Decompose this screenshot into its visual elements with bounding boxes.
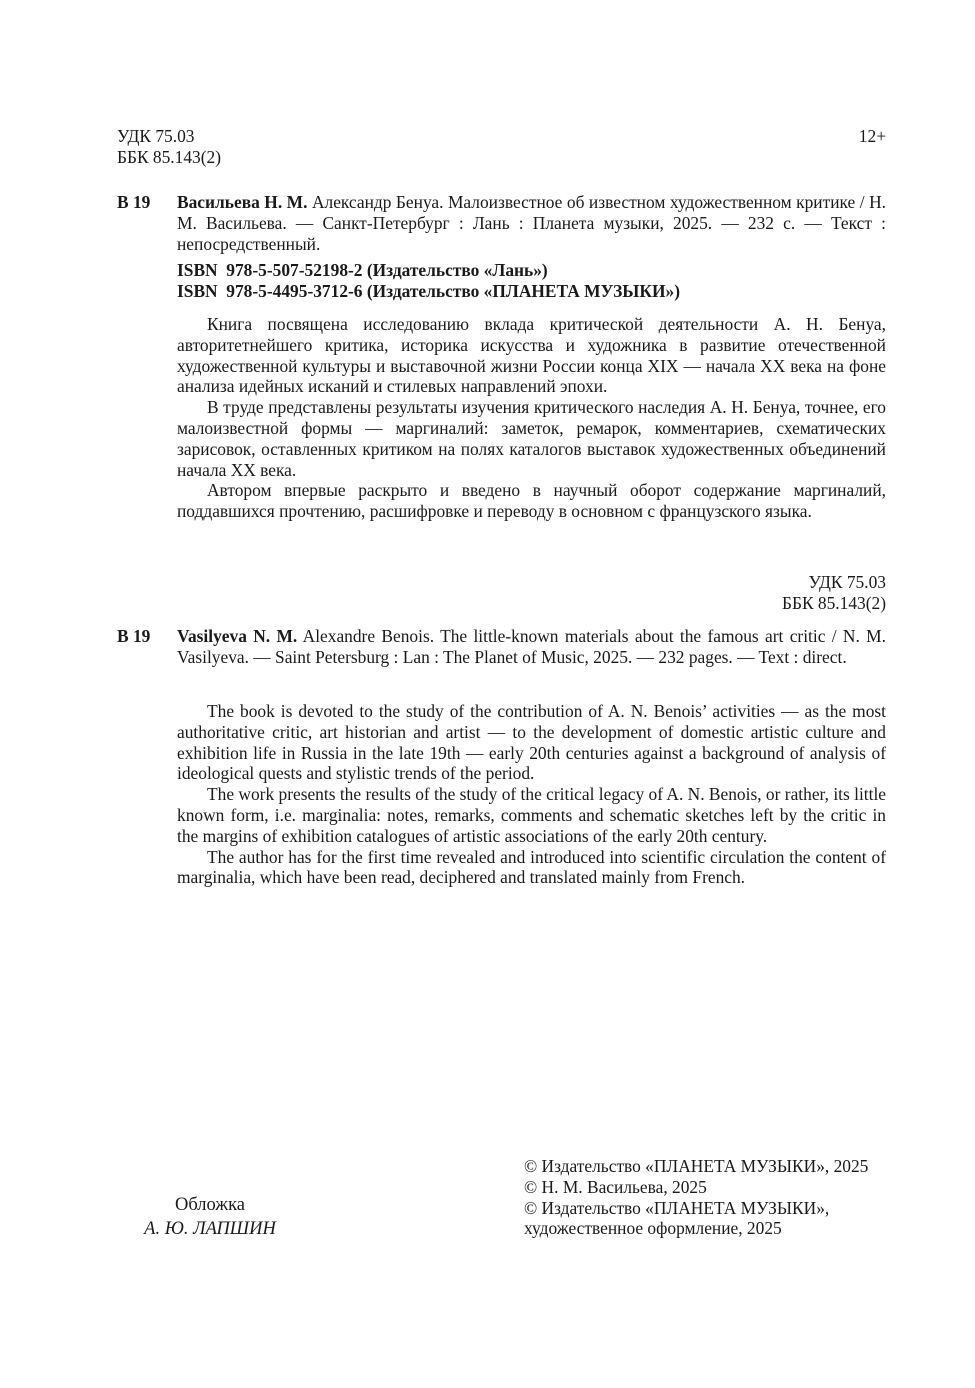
ru-annotation — [177, 314, 886, 522]
bbk-code: ББК 85.143(2) — [117, 146, 222, 167]
copyright-line: художественное оформление, 2025 — [524, 1218, 782, 1239]
en-bbk-code: ББК 85.143(2) — [781, 592, 886, 613]
copyright-block — [524, 1156, 886, 1239]
copyright-line: © Издательство «ПЛАНЕТА МУЗЫКИ», — [524, 1197, 830, 1218]
udk-code: УДК 75.03 — [117, 126, 195, 146]
ru-description: Александр Бенуа. Малоизвестное об известном художественном критике / Н. М. Васильева. — Санкт-Петербург : Лань : Планета музыки, 2025. — 232 с. — Текст : непосредственный. — [177, 192, 887, 254]
cover-artist: А. Ю. ЛАПШИН — [144, 1219, 276, 1239]
en-annotation-paragraph: The book is devoted to the study of the contribution of A. N. Benois’ activities — as the most authoritative critic, art historian and artist — to the development of domestic artistic culture and exhibition life in Russia in the late 19th — early 20th centuries against a background of analysis of ideological quests and stylistic trends of the period. — [177, 701, 886, 784]
en-entry-code: В 19 — [117, 626, 151, 646]
ru-isbn-block — [177, 260, 886, 302]
copyright-line: © Н. М. Васильева, 2025 — [524, 1176, 707, 1197]
cover-label: Обложка — [174, 1195, 246, 1215]
ru-annotation-paragraph: Автором впервые раскрыто и введено в научный оборот содержание маргиналий, поддавшихся прочтению, расшифровке и переводу в основном с французского языка. — [177, 480, 886, 522]
en-bibliographic-record — [177, 626, 886, 668]
en-udk-code: УДК 75.03 — [808, 572, 886, 592]
en-classification — [600, 572, 886, 614]
top-classification — [117, 126, 221, 168]
isbn-planeta: ISBN 978-5-4495-3712-6 (Издательство «ПЛАНЕТА МУЗЫКИ») — [177, 280, 681, 301]
age-rating: 12+ — [858, 126, 886, 146]
ru-annotation-paragraph: В труде представлены результаты изучения критического наследия А. Н. Бенуа, точнее, его малоизвестной формы — маргиналий: заметок, ремарок, комментариев, схематических зарисовок, оставленных критиком на полях каталогов выставок художественных объединений начала XX века. — [177, 397, 886, 480]
cover-credit — [130, 1193, 290, 1241]
en-description: Alexandre Benois. The little-known materials about the famous art critic / N. M. Vasilyeva. — Saint Petersburg : Lan : The Planet of Music, 2025. — 232 pages. — Text : direct. — [177, 626, 886, 667]
ru-entry-code: В 19 — [117, 192, 151, 212]
ru-annotation-paragraph: Книга посвящена исследованию вклада критической деятельности А. Н. Бенуа, авторитетнейшего критика, историка искусства и художника в развитие отечественной художественной культуры и выставочной жизни России конца XIX — начала XX века на фоне анализа идейных исканий и стилевых направлений эпохи. — [177, 314, 886, 397]
en-annotation-paragraph: The work presents the results of the study of the critical legacy of A. N. Benois, or rather, its little known form, i.e. marginalia: notes, remarks, comments and schematic sketches left by the critic in the margins of exhibition catalogues of artistic associations of the early 20th century. — [177, 784, 886, 846]
en-author: Vasilyeva N. M. — [177, 626, 298, 646]
copyright-line: © Издательство «ПЛАНЕТА МУЗЫКИ», 2025 — [524, 1156, 869, 1176]
en-annotation-paragraph: The author has for the first time revealed and introduced into scientific circulation the content of marginalia, which have been read, deciphered and translated mainly from French. — [177, 846, 886, 888]
isbn-lan: ISBN 978-5-507-52198-2 (Издательство «Лань») — [177, 260, 548, 280]
ru-bibliographic-record — [177, 192, 886, 254]
ru-author: Васильева Н. М. — [177, 192, 308, 212]
en-annotation — [177, 701, 886, 888]
